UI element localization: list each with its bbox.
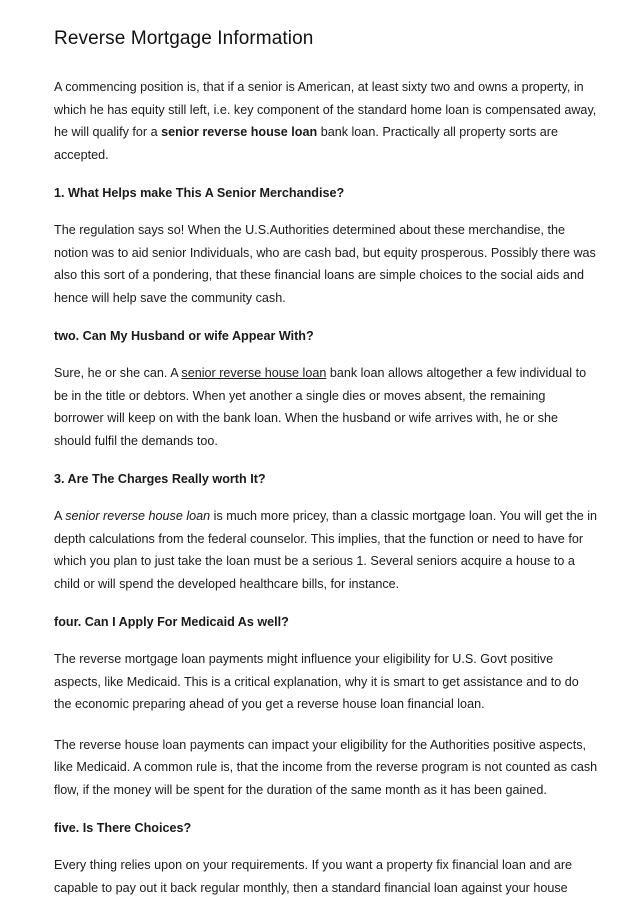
section-3-text-start: A [54, 509, 66, 523]
intro-text-end: bank loan. Practically all property sorts are accepted. [54, 125, 558, 162]
intro-text-start: A commencing position is, that if a senior is American, at least sixty two and owns a property, in which he has equity still left, i.e. key component of the standard home loan is compensated away, he will qualify for a [54, 80, 597, 139]
section-5-heading: five. Is There Choices? [54, 821, 192, 835]
section-2-heading: two. Can My Husband or wife Appear With? [54, 329, 314, 343]
section-3-text-end: is much more pricey, than a classic mortgage loan. You will get the in depth calculations from the federal counselor. This implies, that the function or need to have for which you plan to just take the loan must be a serious 1. Several seniors acquire a house to a child or will spend the developed healthcare bills, for instance. [54, 509, 598, 591]
section-4-paragraph-2: The reverse house loan payments can impact your eligibility for the Authorities positive aspects, like Medicaid. A common rule is, that the income from the reverse program is not counted as cash flow, if the money will be spent for the duration of the same month as it has been gained. [54, 737, 598, 797]
section-2-text-end: bank loan allows altogether a few individual to be in the title or debtors. When yet another a single dies or moves absent, the remaining borrower will keep on with the bank loan. When the husband or wife arrives with, he or she should fulfil the demands too. [54, 366, 587, 448]
section-3-italic-term: senior reverse house loan [65, 509, 211, 523]
section-3-heading: 3. Are The Charges Really worth It? [54, 472, 266, 486]
senior-reverse-loan-link[interactable]: senior reverse house loan [181, 366, 327, 380]
section-1-heading: 1. What Helps make This A Senior Merchandise? [54, 186, 345, 200]
section-4-paragraph-1: The reverse mortgage loan payments might influence your eligibility for U.S. Govt positive aspects, like Medicaid. This is a critical explanation, why it is smart to get assistance and to do the economic preparing ahead of you get a reverse house loan financial loan. [54, 652, 579, 711]
section-5-paragraph: Every thing relies upon on your requirements. If you want a property fix financial loan and are capable to pay out it back regular monthly, then a standard financial loan against your house [54, 858, 573, 895]
section-2-text-start: Sure, he or she can. A [54, 366, 182, 380]
section-4-heading: four. Can I Apply For Medicaid As well? [54, 615, 289, 629]
intro-bold-term: senior reverse house loan [161, 125, 318, 139]
section-2-paragraph [54, 362, 598, 452]
page-title: Reverse Mortgage Information [54, 28, 314, 49]
section-3-paragraph [54, 505, 598, 595]
intro-paragraph [54, 76, 598, 166]
section-1-paragraph: The regulation says so! When the U.S.Authorities determined about these merchandise, the notion was to aid senior Individuals, who are cash bad, but equity prosperous. Possibly there was also this sort of a pondering, that these financial loans are simple choices to the social aids and hence will help save the community cash. [54, 223, 596, 305]
